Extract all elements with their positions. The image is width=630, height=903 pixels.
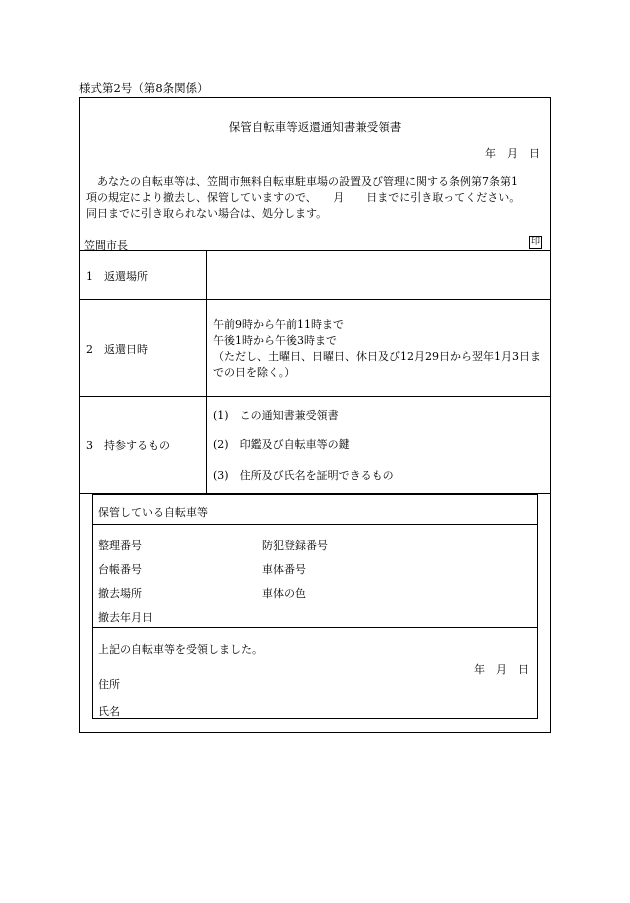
row-label-return-time: 2 返還日時 — [86, 343, 148, 356]
row-divider — [80, 396, 550, 397]
field-label-removal-place: 撤去場所 — [98, 587, 142, 600]
storage-heading: 保管している自転車等 — [98, 506, 208, 519]
row-label-items-to-bring: 3 持参するもの — [86, 439, 170, 452]
notice-line: 項の規定により撤去し、保管していますので、 月 日までに引き取ってください。 — [86, 191, 521, 204]
issuer-name: 笠間市長 — [84, 239, 128, 252]
row-label-return-place: 1 返還場所 — [86, 270, 148, 283]
notice-paragraph — [86, 174, 520, 222]
field-label-crime-registration: 防犯登録番号 — [262, 539, 328, 552]
return-time-line: 午後1時から午後3時まで — [213, 334, 337, 347]
storage-divider — [93, 524, 537, 525]
receipt-statement: 上記の自転車等を受領しました。 — [98, 643, 263, 656]
return-time-line: での日を除く。） — [213, 366, 296, 379]
form-number: 様式第2号（第8条関係） — [79, 81, 209, 95]
column-divider — [206, 250, 207, 493]
items-list-entry-1: (1) この通知書兼受領書 — [213, 409, 339, 422]
receipt-date-line: 年 月 日 — [474, 663, 529, 676]
seal-mark: 印 — [530, 237, 540, 247]
form-title: 保管自転車等返還通知書兼受領書 — [228, 120, 402, 134]
return-time-line: 午前9時から午前11時まで — [213, 318, 344, 331]
form-frame — [79, 97, 551, 733]
return-time-content — [213, 317, 541, 381]
notice-line: 同日までに引き取られない場合は、処分します。 — [86, 207, 328, 220]
row-divider — [80, 299, 550, 300]
name-label: 氏名 — [98, 705, 120, 718]
address-label: 住所 — [98, 678, 120, 691]
items-list-entry-2: (2) 印鑑及び自転車等の鍵 — [213, 438, 350, 451]
return-time-line: （ただし、土曜日、日曜日、休日及び12月29日から翌年1月3日ま — [213, 350, 541, 363]
field-label-body-color: 車体の色 — [262, 587, 306, 600]
storage-receipt-box — [92, 494, 538, 719]
issue-date-line: 年 月 日 — [485, 147, 540, 160]
receipt-divider — [93, 627, 537, 628]
notice-line: あなたの自転車等は、笠間市無料自転車駐車場の設置及び管理に関する条例第7条第1 — [86, 175, 518, 188]
field-label-removal-date: 撤去年月日 — [98, 611, 153, 624]
items-list-entry-3: (3) 住所及び氏名を証明できるもの — [213, 469, 394, 482]
table-top-border — [80, 250, 550, 251]
field-label-ledger-number: 台帳番号 — [98, 563, 142, 576]
field-label-management-number: 整理番号 — [98, 539, 142, 552]
field-label-body-number: 車体番号 — [262, 563, 306, 576]
